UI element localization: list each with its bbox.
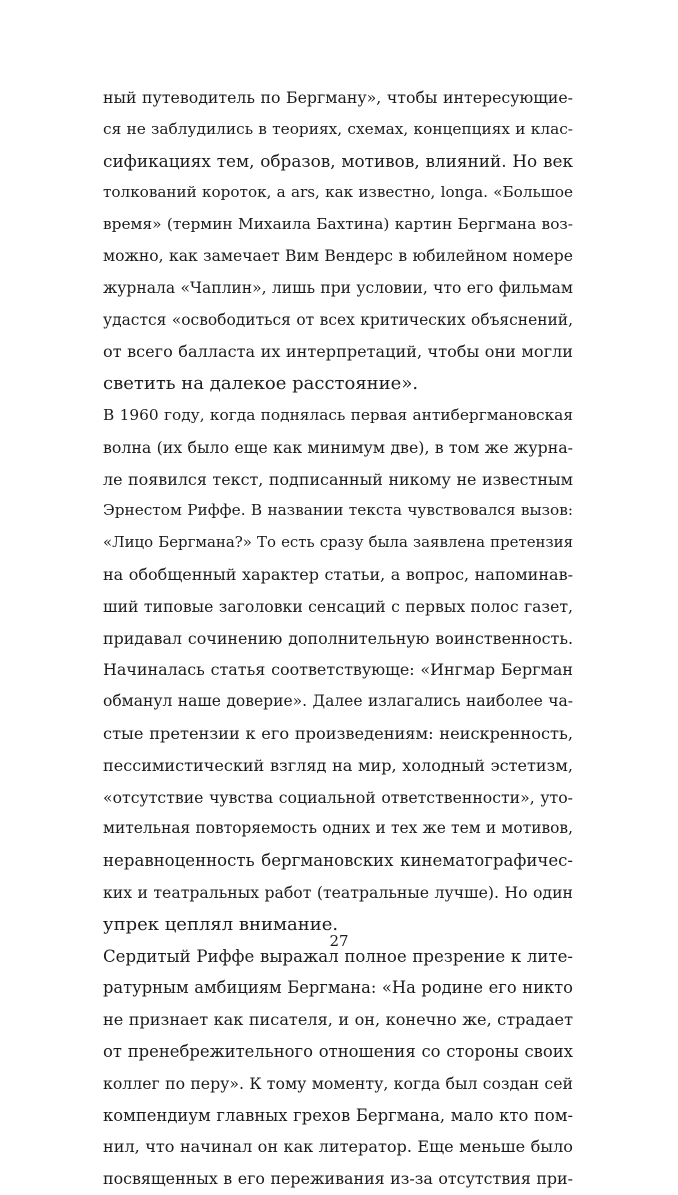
text-line: сификациях тем, образов, мотивов, влияний. Но век [103, 150, 573, 171]
text-line: обманул наше доверие». Далее излагались наиболее ча- [103, 692, 573, 711]
text-line: ный путеводитель по Бергману», чтобы интересующие- [103, 88, 573, 107]
text-line: от пренебрежительного отношения со стороны своих [103, 1041, 573, 1061]
text-line: упрек цеплял внимание. [103, 913, 339, 935]
text-line: на обобщенный характер статьи, а вопрос, напоминав- [103, 564, 573, 584]
text-line: нил, что начинал он как литератор. Еще меньше было [103, 1137, 573, 1157]
text-line: ший типовые заголовки сенсаций с первых полос газет, [103, 596, 573, 616]
text-line: волна (их было еще как минимум две), в том же журна- [103, 437, 573, 457]
text-line: ся не заблудились в теориях, схемах, концепциях и клас- [103, 119, 573, 138]
text-line: Начиналась статья соответствующе: «Ингмар Бергман [103, 660, 573, 680]
text-line: посвященных в его переживания из-за отсутствия при- [103, 1169, 573, 1189]
text-line: В 1960 году, когда поднялась первая антибергмановская [103, 405, 573, 424]
body-text [103, 82, 573, 1195]
text-line: светить на далекое расстояние». [103, 373, 419, 395]
text-line: от всего балласта их интерпретаций, чтобы они могли [103, 342, 573, 362]
text-line: ких и театральных работ (театральные лучше). Но один [103, 882, 573, 902]
text-line: время» (термин Михаила Бахтина) картин Бергмана воз- [103, 215, 573, 234]
text-line: не признает как писателя, и он, конечно же, страдает [103, 1010, 573, 1030]
text-line: можно, как замечает Вим Вендерс в юбилейном номере [103, 246, 573, 265]
text-line: журнала «Чаплин», лишь при условии, что его фильмам [103, 278, 573, 297]
text-line: ратурным амбициям Бергмана: «На родине его никто [103, 978, 573, 998]
text-line: Сердитый Риффе выражал полное презрение к лите- [103, 946, 573, 966]
text-line: стые претензии к его произведениям: неискренность, [103, 723, 573, 743]
text-line: придавал сочинению дополнительную воинственность. [103, 628, 573, 648]
text-line: толкований короток, а ars, как известно, longa. «Большое [103, 183, 573, 202]
text-line: мительная повторяемость одних и тех же тем и мотивов, [103, 819, 573, 838]
text-line: «отсутствие чувства социальной ответственности», уто- [103, 787, 573, 807]
text-line: ле появился текст, подписанный никому не известным [103, 469, 573, 489]
text-line: неравноценность бергмановских кинематографичес- [103, 851, 573, 871]
page-number: 27 [329, 932, 349, 950]
text-line: пессимистический взгляд на мир, холодный эстетизм, [103, 755, 573, 775]
text-line: коллег по перу». К тому моменту, когда был создан сей [103, 1073, 573, 1093]
text-line: удастся «освободиться от всех критических объяснений, [103, 310, 573, 329]
text-line: «Лицо Бергмана?» То есть сразу была заявлена претензия [103, 533, 573, 552]
text-line: компендиум главных грехов Бергмана, мало кто пом- [103, 1105, 573, 1125]
text-line: Эрнестом Риффе. В названии текста чувствовался вызов: [103, 501, 573, 520]
